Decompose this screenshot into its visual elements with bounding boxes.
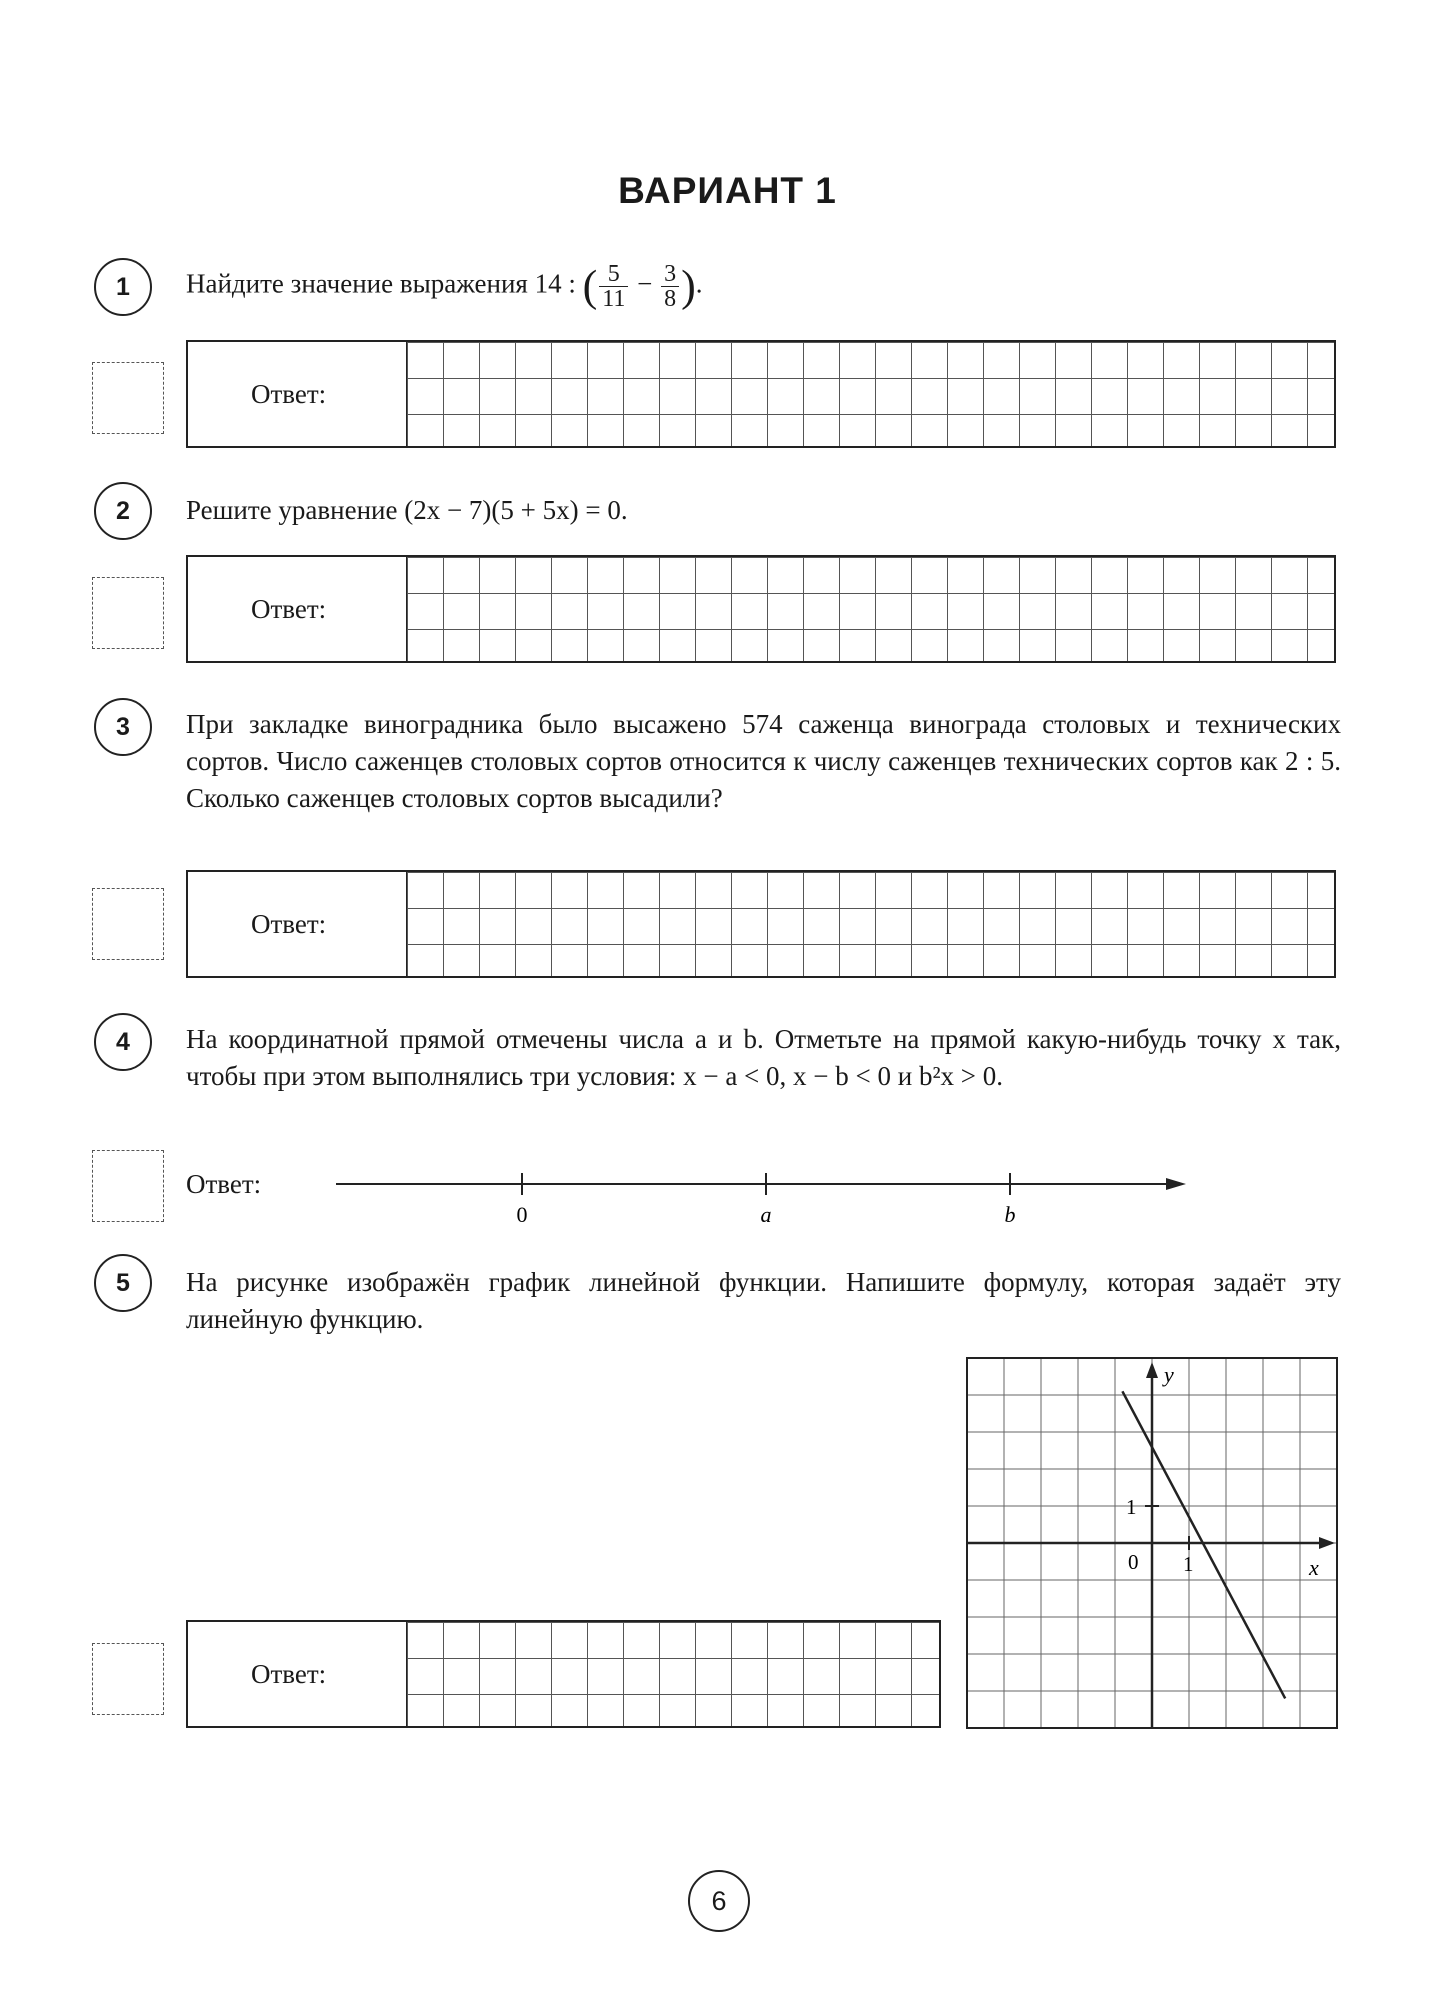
label-a: a [760,1202,772,1227]
question-number-1: 1 [94,258,152,316]
x-tick-label: 1 [1183,1552,1194,1576]
answer-box-3[interactable] [186,870,1336,978]
x-axis-arrow-icon [1319,1537,1335,1549]
answer-grid-3[interactable] [406,872,1334,976]
label-0: 0 [516,1202,528,1227]
question-number-2: 2 [94,482,152,540]
answer-label: Ответ: [251,593,327,624]
function-graph [966,1357,1338,1729]
answer-label: Ответ: [251,1658,327,1689]
question-number-3: 3 [94,698,152,756]
frac1-numerator: 5 [599,262,628,287]
q1-text-before: Найдите значение выражения 14 : [186,268,576,299]
answer-label: Ответ: [251,378,327,409]
score-box-3[interactable] [92,888,164,960]
question-number-5: 5 [94,1254,152,1312]
question-2-text: Решите уравнение (2x − 7)(5 + 5x) = 0. [186,495,628,525]
score-box-2[interactable] [92,577,164,649]
answer-grid-2[interactable] [406,557,1334,661]
y-tick-label: 1 [1126,1495,1137,1519]
minus-sign: − [637,268,653,299]
number-line[interactable] [330,1160,1200,1230]
answer-box-2[interactable] [186,555,1336,663]
question-1-text [186,262,1341,311]
frac2-denominator: 8 [664,286,677,312]
label-b: b [1004,1202,1016,1227]
frac2-numerator: 3 [661,262,679,287]
arrow-head-icon [1166,1178,1186,1190]
question-4-text: На координатной прямой отмечены числа a и b. Отметьте на прямой какую-нибудь точку x так, чтобы при этом выполнялись три условия: x − a < 0, x − b < 0 и b²x > 0. [186,1024,1341,1091]
page-title: ВАРИАНТ 1 [618,170,837,211]
x-axis-label: x [1309,1555,1319,1580]
fraction-5-11 [599,262,628,311]
question-3-text: При закладке виноградника было высажено 574 саженца винограда столовых и технических сортов. Число саженцев столовых сортов относится к числу саженцев технических сортов как 2 : 5. Сколько саженцев столовых сортов высадили? [186,709,1341,813]
answer-grid-5[interactable] [406,1622,939,1726]
question-number-4: 4 [94,1013,152,1071]
q1-period: . [695,268,703,299]
right-paren: ) [681,261,696,311]
origin-label: 0 [1128,1550,1139,1574]
answer-grid-1[interactable] [406,342,1334,446]
answer-label: Ответ: [251,908,327,939]
answer-label: Ответ: [186,1169,262,1199]
y-axis-arrow-icon [1146,1362,1158,1378]
page-number: 6 [688,1870,750,1932]
y-axis-label: y [1164,1362,1174,1387]
function-line [1122,1391,1285,1698]
score-box-5[interactable] [92,1643,164,1715]
score-box-1[interactable] [92,362,164,434]
score-box-4[interactable] [92,1150,164,1222]
fraction-3-8 [661,262,679,311]
frac1-denominator: 11 [602,286,626,312]
answer-box-1[interactable] [186,340,1336,448]
question-5-text: На рисунке изображён график линейной функции. Напишите формулу, которая задаёт эту линейную функцию. [186,1267,1341,1334]
answer-box-5[interactable] [186,1620,941,1728]
left-paren: ( [582,261,598,311]
